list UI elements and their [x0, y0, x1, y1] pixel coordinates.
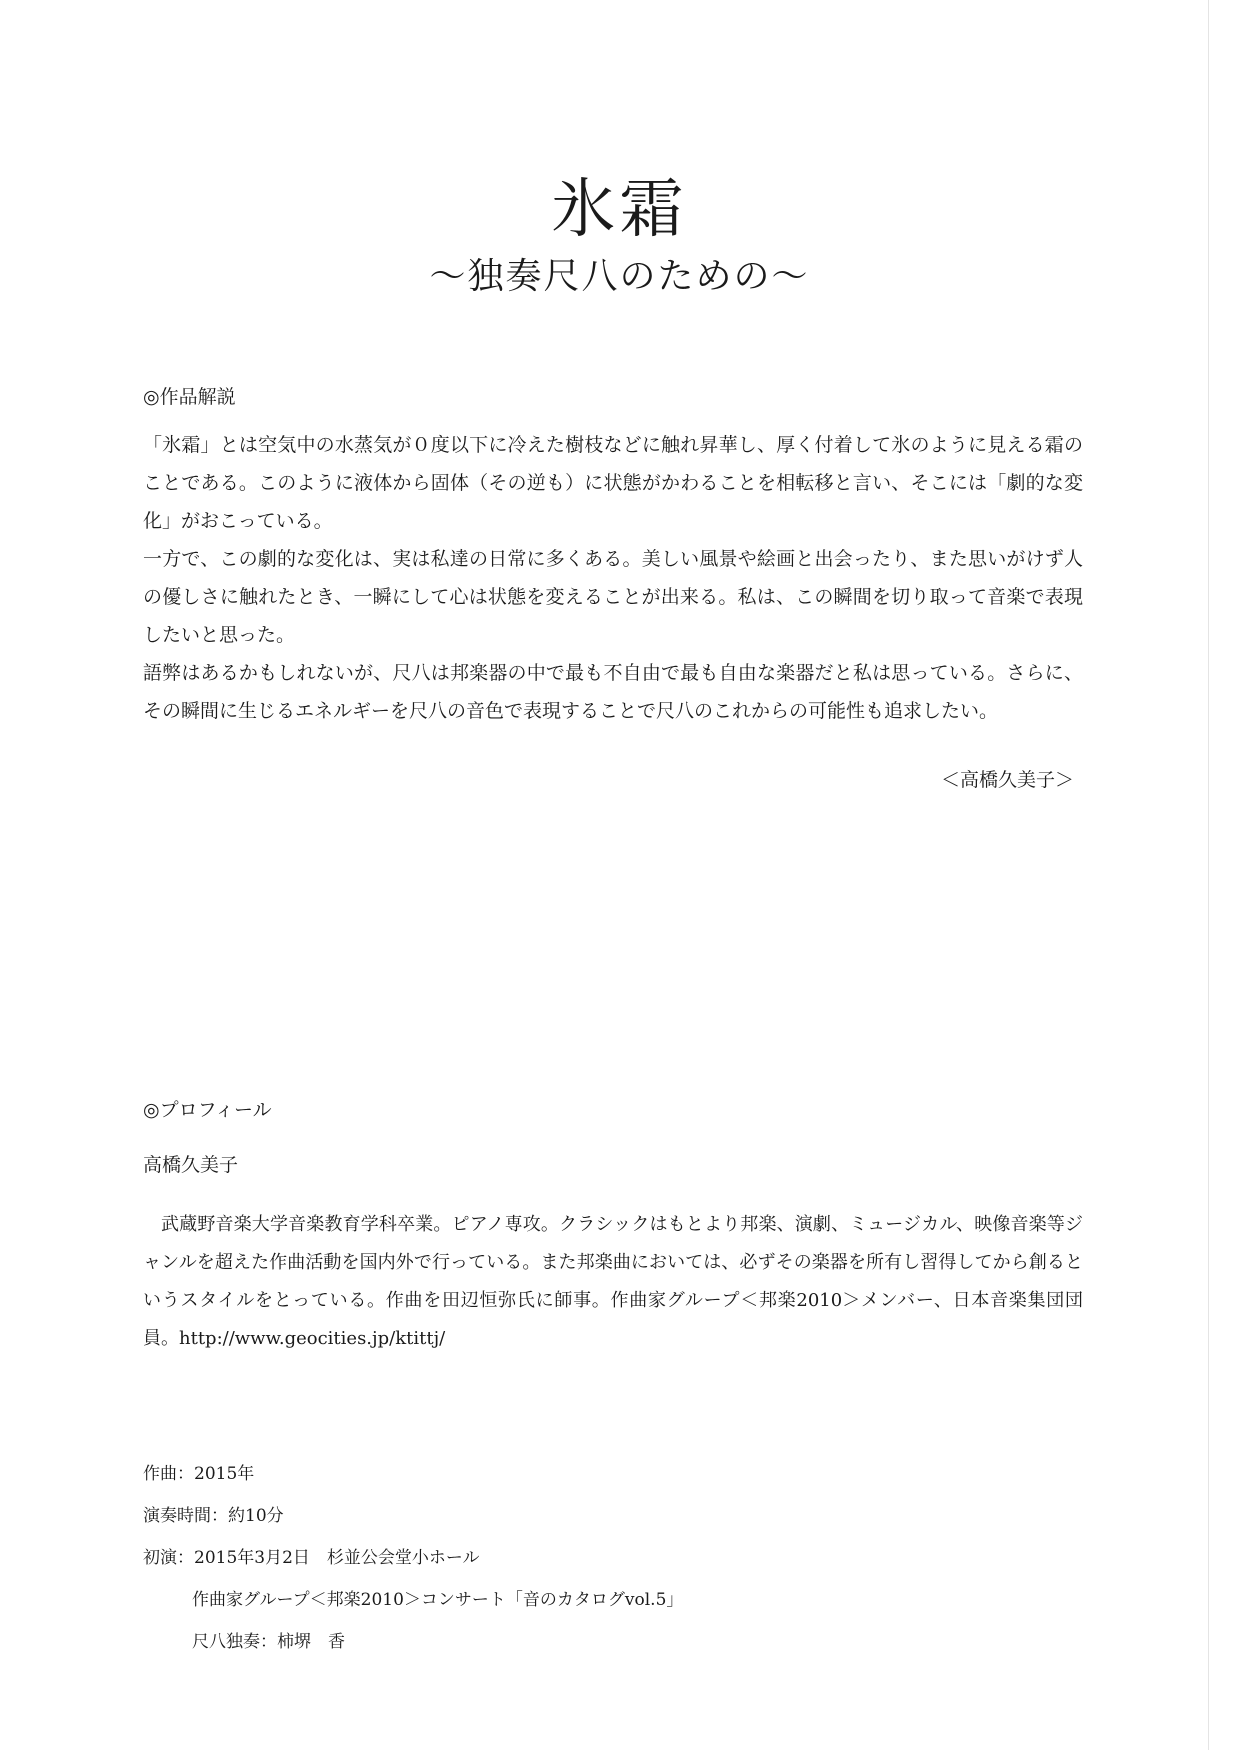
performance-duration: 演奏時間：約10分: [143, 1506, 284, 1526]
concert-info: 作曲家グループ＜邦楽2010＞コンサート「音のカタログvol.5」: [192, 1590, 684, 1610]
description-paragraph: 一方で、この劇的な変化は、実は私達の日常に多くある。美しい風景や絵画と出会ったり、また思いがけず人の優しさに触れたとき、一瞬にして心は状態を変えることが出来る。私は、この瞬間を切り取って音楽で表現したいと思った。: [143, 548, 1083, 646]
piece-title: 氷霜: [551, 173, 688, 247]
piece-subtitle: ～独奏尺八のための～: [429, 256, 810, 297]
description-body: [143, 426, 1083, 730]
description-paragraph: 語弊はあるかもしれないが、尺八は邦楽器の中で最も不自由で最も自由な楽器だと私は思っている。さらに、その瞬間に生じるエネルギーを尺八の音色で表現することで尺八のこれからの可能性も追求したい。: [143, 662, 1083, 722]
composed-year: 作曲：2015年: [143, 1464, 255, 1484]
performer-info: 尺八独奏：柿堺 香: [192, 1632, 345, 1652]
profile-heading: ◎プロフィール: [143, 1099, 272, 1121]
profile-text: 武蔵野音楽大学音楽教育学科卒業。ピアノ専攻。クラシックはもとより邦楽、演劇、ミュージカル、映像音楽等ジャンルを超えた作曲活動を国内外で行っている。また邦楽曲においては、必ずその楽器を所有し習得してから創るというスタイルをとっている。作曲を田辺恒弥氏に師事。作曲家グループ＜邦楽2010＞メンバー、日本音楽集団団員。http://www.geocities.jp/ktittj/: [143, 1214, 1083, 1349]
profile-name: 高橋久美子: [143, 1154, 239, 1176]
description-paragraph: 「氷霜」とは空気中の水蒸気が０度以下に冷えた樹枝などに触れ昇華し、厚く付着して氷のように見える霜のことである。このように液体から固体（その逆も）に状態がかわることを相転移と言い、そこには「劇的な変化」がおこっている。: [143, 434, 1083, 532]
author-signature: ＜高橋久美子＞: [940, 769, 1074, 791]
premiere-info: 初演：2015年3月2日 杉並公会堂小ホール: [143, 1548, 480, 1568]
description-heading: ◎作品解説: [143, 386, 236, 408]
